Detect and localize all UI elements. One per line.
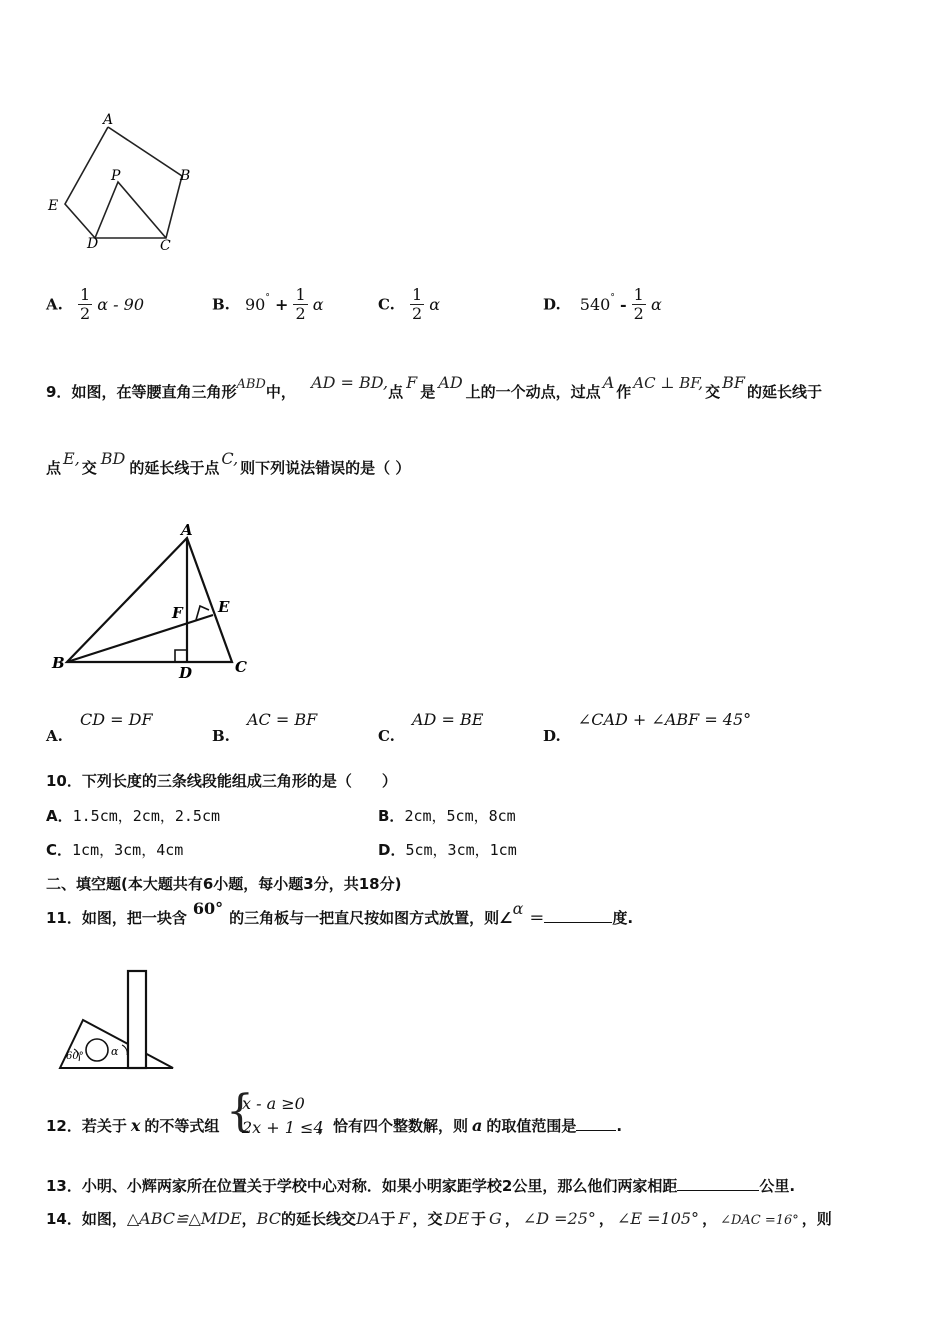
triangle-abc — [67, 538, 232, 662]
option-expr: AD = BE — [412, 710, 484, 729]
q9-stem-line2: 点 E, 交 BD 的延长线于点 C, 则下列说法错误的是（ ） — [46, 449, 411, 477]
q9-option-a[interactable] — [46, 710, 153, 745]
q9-option-b[interactable] — [212, 710, 318, 745]
ruler — [128, 971, 146, 1068]
q14-stem: 14．如图，△ABC≌△MDE，BC的延长线交DA于 F ，交 DE 于 G ， ∠D =25° ， ∠E =105° ， ∠DAC =16° ，则 — [46, 1209, 832, 1228]
label-a: A — [181, 521, 193, 539]
option-expr: ∠CAD + ∠ABF = 45° — [577, 710, 752, 729]
label-b: B — [180, 168, 191, 184]
ruler-triangle-figure — [50, 965, 180, 1075]
right-angle-d — [175, 650, 187, 662]
fraction: $\frac{1}{2}$ — [412, 285, 423, 323]
label-b: B — [52, 654, 65, 672]
option-label: A. — [46, 295, 63, 314]
fraction: $\frac{1}{2}$ — [295, 285, 306, 323]
alpha-label: α — [111, 1045, 119, 1058]
angle-60-label: 60° — [66, 1051, 84, 1062]
label-p: P — [111, 168, 121, 184]
pentagon-outline — [65, 127, 182, 238]
q12-stem-right: ，恰有四个整数解，则 a 的取值范围是 . — [318, 1116, 623, 1135]
option-label: D. — [543, 295, 561, 314]
q8-option-b[interactable]: B. 90° + $\frac{1}{2}$ α — [212, 285, 324, 323]
answer-blank[interactable] — [576, 1116, 616, 1131]
q8-option-a[interactable] — [46, 286, 144, 323]
q10-option-a[interactable]: A．1.5cm，2cm，2.5cm — [46, 807, 221, 825]
option-expr: AC = BF — [247, 710, 318, 729]
q11-stem: 11．如图，把一块含 60° 的三角板与一把直尺按如图方式放置，则∠α ＝ 度. — [46, 899, 634, 927]
triangle-pdc — [95, 182, 166, 238]
fraction: $\frac{1}{2}$ — [79, 285, 91, 323]
q8-option-c[interactable]: C. $\frac{1}{2}$ α — [378, 285, 441, 323]
label-d: D — [87, 236, 99, 252]
option-number: 90 — [245, 295, 266, 314]
triangle-figure-q9 — [40, 520, 270, 685]
answer-blank[interactable] — [677, 1176, 759, 1191]
q10-option-c[interactable]: C．1cm，3cm，4cm — [46, 841, 184, 859]
label-d: D — [179, 664, 193, 682]
q9-option-d[interactable] — [543, 710, 752, 745]
option-label: B. — [212, 295, 230, 314]
label-e: E — [48, 198, 59, 214]
q10-option-b[interactable]: B．2cm，5cm，8cm — [378, 807, 516, 825]
q9-option-c[interactable] — [378, 710, 484, 745]
option-label: D. — [543, 727, 561, 745]
q8-option-d[interactable]: D. 540° - $\frac{1}{2}$ α — [543, 285, 662, 323]
inequality-system — [242, 1092, 324, 1140]
section-heading: 二、填空题(本大题共有6小题，每小题3分，共18分) — [46, 875, 402, 893]
option-label: A. — [46, 727, 63, 745]
label-f: F — [172, 604, 183, 622]
pentagon-figure — [40, 110, 210, 260]
answer-blank[interactable] — [544, 908, 612, 923]
set-square-hole — [86, 1039, 108, 1061]
q13-stem: 13．小明、小辉两家所在位置关于学校中心对称．如果小明家距学校2公里，那么他们两家相距 公里. — [46, 1177, 796, 1195]
label-e: E — [218, 598, 230, 616]
inequality-line-1: x - a ≥0 — [242, 1094, 305, 1113]
option-expr: CD = DF — [79, 710, 153, 729]
option-label: C. — [378, 295, 395, 314]
brace: { — [226, 1086, 254, 1137]
q9-stem-line1: 9．如图，在等腰直角三角形ABD中， AD = BD,点 F 是 AD 上的一个动点，过点 A 作 AC ⊥ BF, 交 BF 的延长线于 — [46, 373, 822, 401]
label-a: A — [103, 112, 114, 128]
q10-option-d[interactable]: D．5cm，3cm，1cm — [378, 841, 517, 859]
q10-stem: 10．下列长度的三条线段能组成三角形的是（ ） — [46, 772, 397, 790]
option-label: B. — [212, 727, 230, 745]
inequality-line-2: 2x + 1 ≤4 — [242, 1118, 324, 1137]
q12-stem-left: 12．若关于 x 的不等式组 — [46, 1116, 220, 1135]
angle-arc-alpha — [122, 1045, 127, 1055]
option-label: C. — [378, 727, 395, 745]
option-expr: α - 90 — [97, 295, 144, 314]
label-c: C — [160, 238, 171, 254]
fraction: $\frac{1}{2}$ — [633, 285, 644, 323]
label-c: C — [235, 658, 247, 676]
